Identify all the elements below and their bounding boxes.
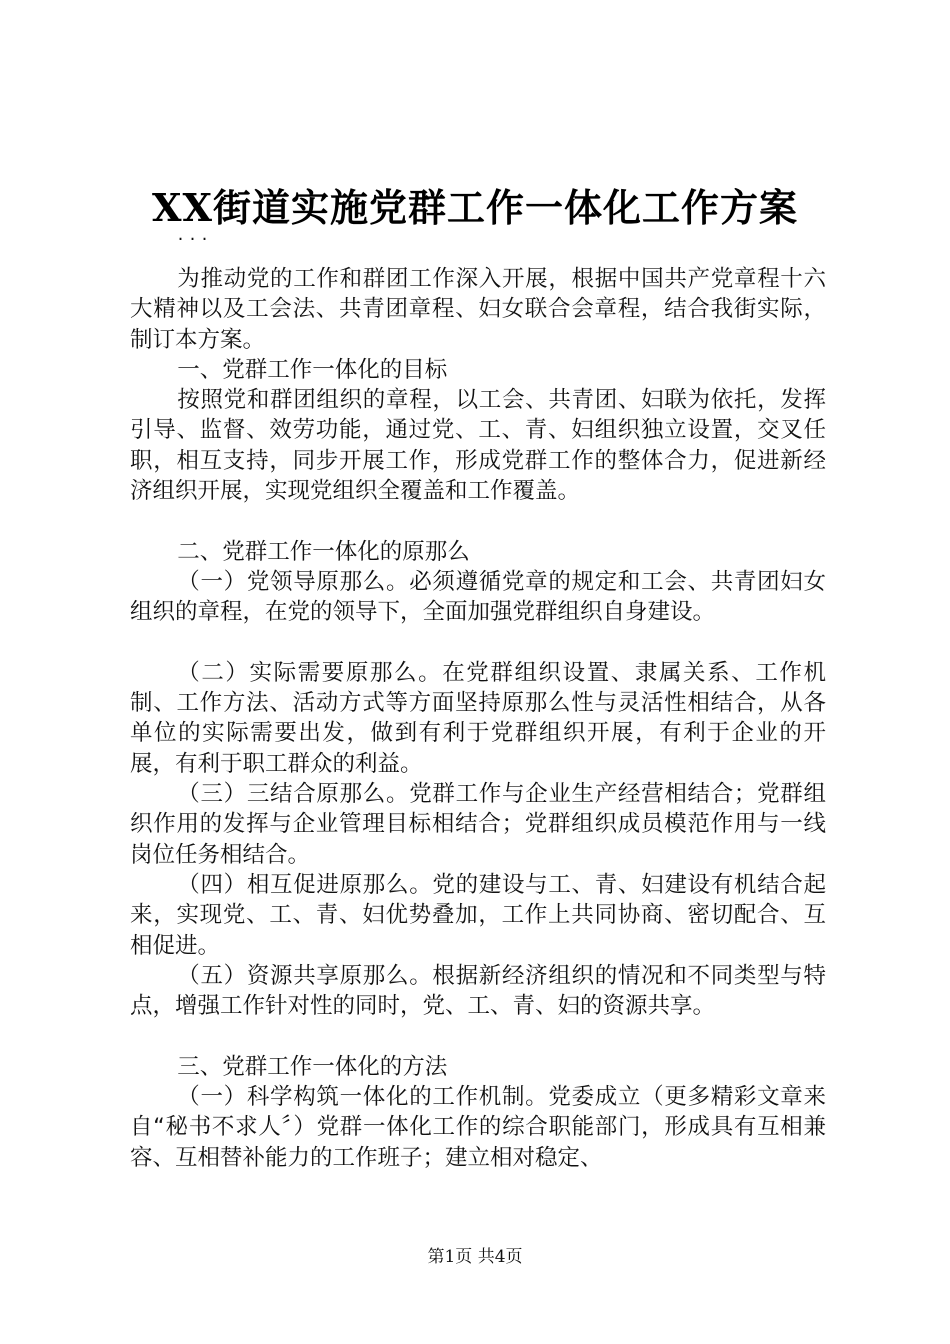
document-title: XX街道实施党群工作一体化工作方案 [152,185,798,230]
page-footer: 第1页 共4页 [427,1247,523,1267]
intro-paragraph: 为推动党的工作和群团工作深入开展，根据中国共产党章程十六大精神以及工会法、共青团章程、妇女联合会章程，结合我街实际，制订本方案。 [130,266,826,353]
principle-paragraph-4: （四）相互促进原那么。党的建设与工、青、妇建设有机结合起来，实现党、工、青、妇优势叠加，工作上共同协商、密切配合、互相促进。 [130,871,826,959]
method-paragraph-1: （一）科学构筑一体化的工作机制。党委成立（更多精彩文章来自“秘书不求人〞）党群一体化工作的综合职能部门，形成具有互相兼容、互相替补能力的工作班子；建立相对稳定、 [130,1084,826,1171]
document-body [130,264,826,1173]
section-heading-goals: 一、党群工作一体化的目标 [177,356,448,383]
ellipsis-mark: ... [176,226,213,244]
principle-paragraph-3: （三）三结合原那么。党群工作与企业生产经营相结合；党群组织作用的发挥与企业管理目标相结合；党群组织成员模范作用与一线岗位任务相结合。 [130,781,826,868]
principle-paragraph-5: （五）资源共享原那么。根据新经济组织的情况和不同类型与特点，增强工作针对性的同时，党、工、青、妇的资源共享。 [130,962,826,1020]
section-heading-principles: 二、党群工作一体化的原那么 [177,538,470,565]
section-heading-methods: 三、党群工作一体化的方法 [177,1053,448,1080]
principle-paragraph-1: （一）党领导原那么。必须遵循党章的规定和工会、共青团妇女组织的章程，在党的领导下，全面加强党群组织自身建设。 [130,568,826,626]
goals-paragraph: 按照党和群团组织的章程，以工会、共青团、妇联为依托，发挥引导、监督、效劳功能，通过党、工、青、妇组织独立设置，交叉任职，相互支持，同步开展工作，形成党群工作的整体合力，促进新经济组织开展，实现党组织全覆盖和工作覆盖。 [130,387,826,505]
principle-paragraph-2: （二）实际需要原那么。在党群组织设置、隶属关系、工作机制、工作方法、活动方式等方面坚持原那么性与灵活性相结合，从各单位的实际需要出发，做到有利于党群组织开展，有利于企业的开展，有利于职工群众的利益。 [130,659,826,777]
